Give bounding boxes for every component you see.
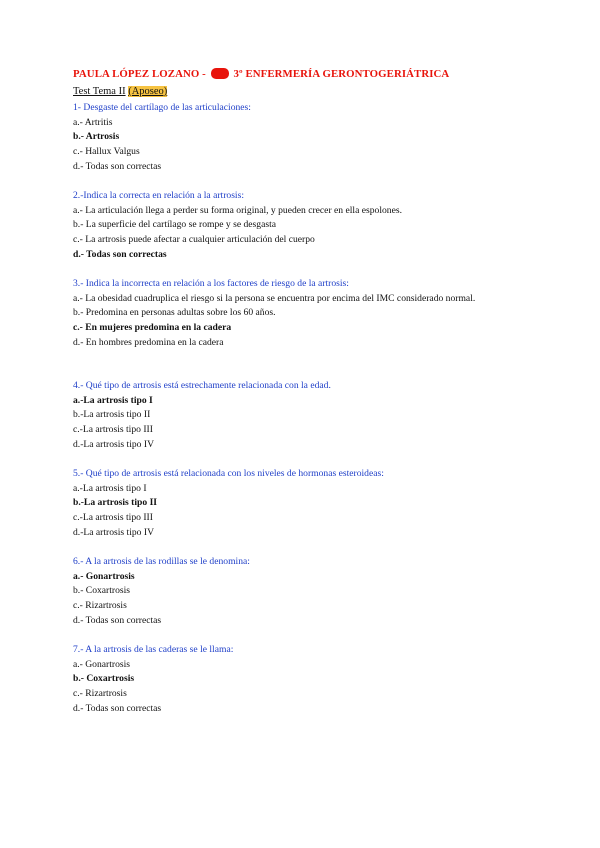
answer-option: d.- Todas son correctas bbox=[73, 702, 162, 714]
answer-option: c.- La artrosis puede afectar a cualquier articulación del cuerpo bbox=[73, 234, 315, 246]
answer-option-correct: d.- Todas son correctas bbox=[73, 248, 167, 260]
answer-option-correct: c.- En mujeres predomina en la cadera bbox=[73, 322, 232, 334]
answer-option-correct: b.-La artrosis tipo II bbox=[73, 497, 158, 509]
question-text: 6.- A la artrosis de las rodillas se le denomina: bbox=[73, 556, 250, 567]
question-block bbox=[73, 555, 513, 629]
course-name: 3º ENFERMERÍA GERONTOGERIÁTRICA bbox=[233, 68, 450, 80]
test-subtitle bbox=[73, 86, 167, 97]
answer-option-correct: b.- Artrosis bbox=[73, 131, 120, 143]
answer-option: b.-La artrosis tipo II bbox=[73, 409, 151, 421]
question-text: 1- Desgaste del cartílago de las articulaciones: bbox=[73, 102, 251, 113]
answer-option: a.- La articulación llega a perder su forma original, y pueden crecer en ella espolones. bbox=[73, 204, 402, 216]
answer-option: a.- Artritis bbox=[73, 116, 113, 128]
question-text: 7.- A la artrosis de las caderas se le llama: bbox=[73, 644, 234, 655]
question-block bbox=[73, 277, 513, 351]
answer-option: d.- En hombres predomina en la cadera bbox=[73, 336, 224, 348]
answer-option: d.-La artrosis tipo IV bbox=[73, 438, 154, 450]
question-block bbox=[73, 643, 513, 717]
answer-option-correct: b.- Coxartrosis bbox=[73, 673, 135, 685]
document-header bbox=[73, 68, 449, 80]
answer-option: b.- La superficie del cartílago se rompe y se desgasta bbox=[73, 219, 276, 231]
question-block bbox=[73, 101, 513, 175]
answer-option: a.- Gonartrosis bbox=[73, 658, 131, 670]
redaction-mark bbox=[211, 68, 229, 79]
answer-option: c.- Hallux Valgus bbox=[73, 146, 140, 158]
question-text: 3.- Indica la incorrecta en relación a los factores de riesgo de la artrosis: bbox=[73, 278, 349, 289]
answer-option: a.-La artrosis tipo I bbox=[73, 482, 147, 494]
answer-option: c.-La artrosis tipo III bbox=[73, 424, 153, 436]
answer-option: d.- Todas son correctas bbox=[73, 614, 162, 626]
test-title: Test Tema II bbox=[73, 86, 126, 97]
author-name: PAULA LÓPEZ LOZANO - bbox=[73, 68, 206, 80]
answer-option: b.- Predomina en personas adultas sobre los 60 años. bbox=[73, 307, 276, 319]
answer-option: d.- Todas son correctas bbox=[73, 160, 162, 172]
answer-option: c.- Rizartrosis bbox=[73, 600, 127, 612]
question-text: 4.- Qué tipo de artrosis está estrechamente relacionada con la edad. bbox=[73, 380, 331, 391]
question-block bbox=[73, 189, 513, 263]
question-block bbox=[73, 467, 513, 541]
question-block bbox=[73, 379, 513, 453]
answer-option-correct: a.- Gonartrosis bbox=[73, 570, 135, 582]
question-text: 5.- Qué tipo de artrosis está relacionada con los niveles de hormonas esteroideas: bbox=[73, 468, 384, 479]
answer-option: c.-La artrosis tipo III bbox=[73, 512, 153, 524]
answer-option-correct: a.-La artrosis tipo I bbox=[73, 394, 153, 406]
answer-option: a.- La obesidad cuadruplica el riesgo si la persona se encuentra por encima del IMC considerado normal. bbox=[73, 292, 476, 304]
answer-option: b.- Coxartrosis bbox=[73, 585, 131, 597]
test-tag-highlight: (Aposeo) bbox=[128, 86, 168, 97]
answer-option: d.-La artrosis tipo IV bbox=[73, 526, 154, 538]
question-text: 2.-Indica la correcta en relación a la artrosis: bbox=[73, 190, 244, 201]
answer-option: c.- Rizartrosis bbox=[73, 688, 127, 700]
